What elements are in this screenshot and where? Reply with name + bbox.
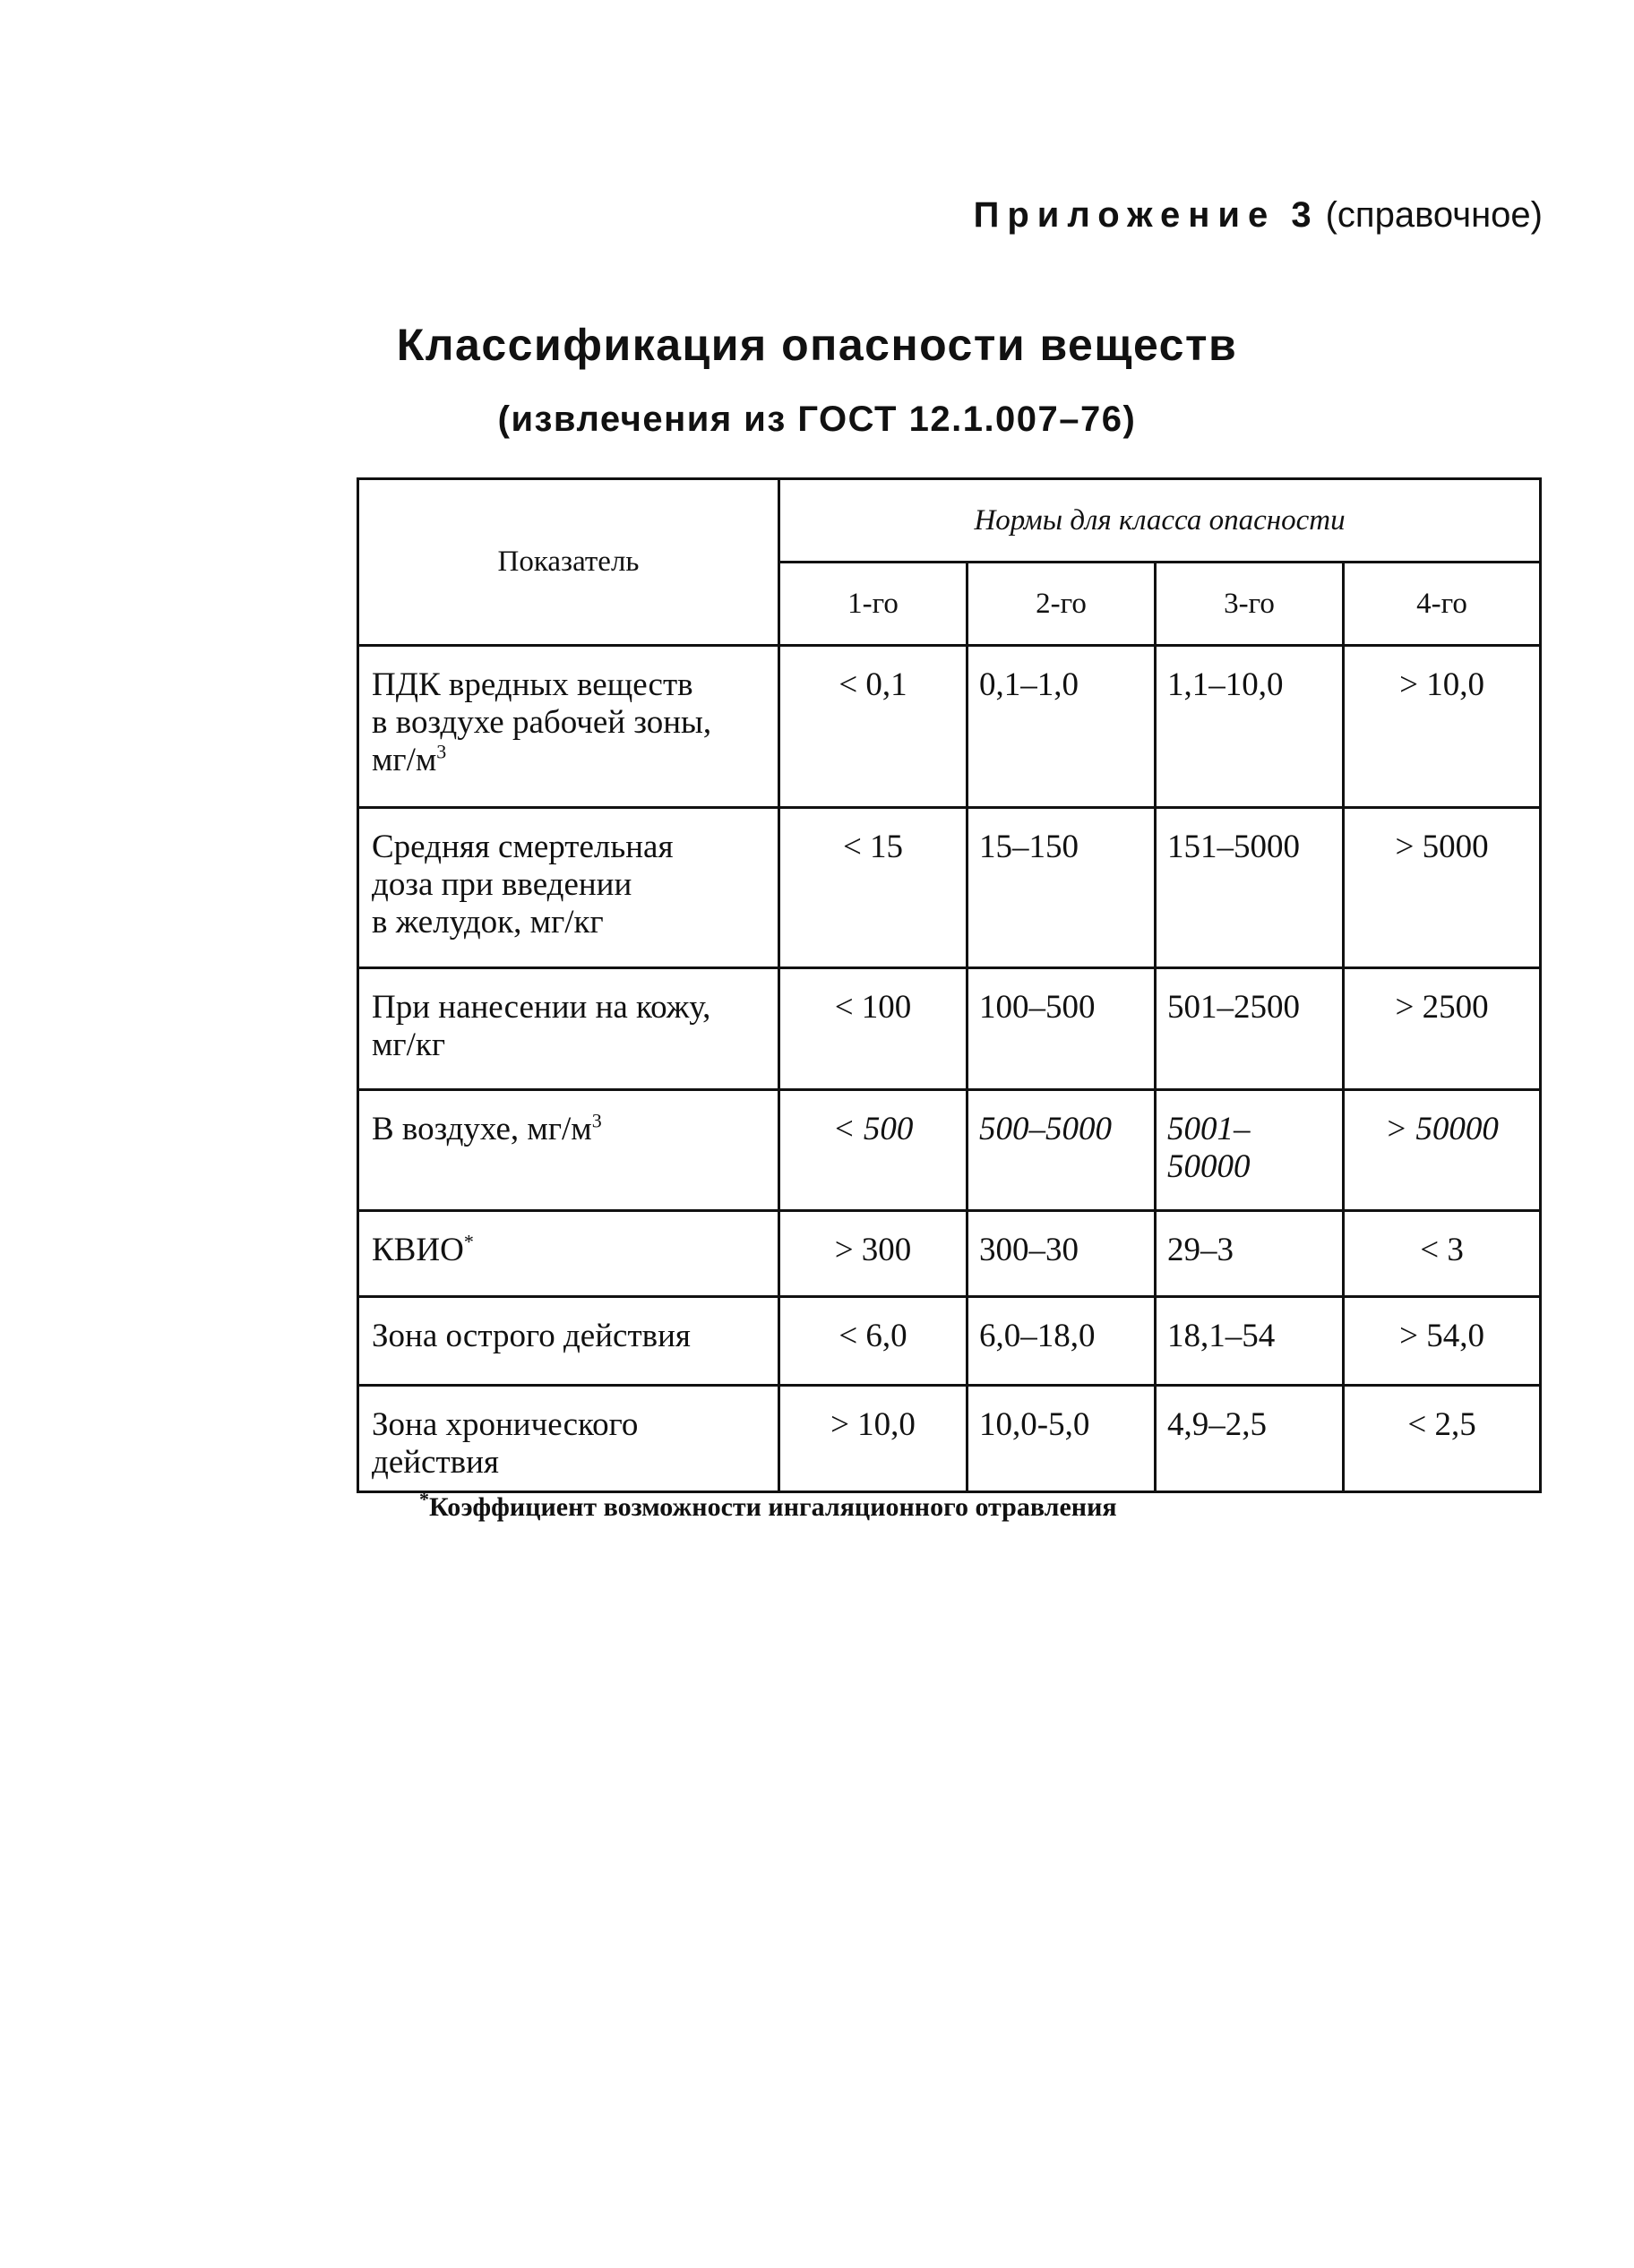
value-cell: 0,1–1,0 <box>968 646 1156 808</box>
indicator-cell: КВИО* <box>358 1211 779 1297</box>
indicator-cell: Зона острого действия <box>358 1297 779 1386</box>
hazard-class-table <box>357 477 1542 1493</box>
table-row <box>358 1297 1541 1386</box>
value-cell: > 300 <box>779 1211 968 1297</box>
annex-heading <box>974 195 1543 236</box>
value-cell: 100–500 <box>968 968 1156 1090</box>
value-cell: 10,0-5,0 <box>968 1386 1156 1492</box>
value-cell: 15–150 <box>968 808 1156 968</box>
footnote-text: Коэффициент возможности ингаляционного отравления <box>429 1492 1117 1522</box>
value-cell: < 15 <box>779 808 968 968</box>
indicator-cell: ПДК вредных веществ в воздухе рабочей зоны, $мг/м^3$ <box>358 646 779 808</box>
value-cell: 151–5000 <box>1156 808 1344 968</box>
value-cell: < 500 <box>779 1090 968 1211</box>
indicator-header: Показатель <box>358 479 779 646</box>
value-cell: 4,9–2,5 <box>1156 1386 1344 1492</box>
table-row <box>358 968 1541 1090</box>
norms-header: Нормы для класса опасности <box>779 479 1541 563</box>
table-row <box>358 646 1541 808</box>
value-cell: > 10,0 <box>1344 646 1541 808</box>
value-cell: 29–3 <box>1156 1211 1344 1297</box>
value-cell: < 0,1 <box>779 646 968 808</box>
annex-note: (справочное) <box>1325 195 1543 235</box>
footnote-mark: * <box>419 1488 429 1510</box>
indicator-cell: Зона хронического действия <box>358 1386 779 1492</box>
annex-number: 3 <box>1291 195 1312 235</box>
class-header: 2-го <box>968 563 1156 646</box>
value-cell: > 5000 <box>1344 808 1541 968</box>
indicator-cell: При нанесении на кожу, мг/кг <box>358 968 779 1090</box>
value-cell: < 3 <box>1344 1211 1541 1297</box>
page-title: Классификация опасности веществ <box>396 320 1238 370</box>
value-cell: 300–30 <box>968 1211 1156 1297</box>
value-cell: < 2,5 <box>1344 1386 1541 1492</box>
value-cell: 18,1–54 <box>1156 1297 1344 1386</box>
value-cell: 6,0–18,0 <box>968 1297 1156 1386</box>
annex-word: Приложение <box>973 195 1277 235</box>
value-cell: 501–2500 <box>1156 968 1344 1090</box>
value-cell: 500–5000 <box>968 1090 1156 1211</box>
value-cell: > 50000 <box>1344 1090 1541 1211</box>
value-cell: 5001– 50000 <box>1156 1090 1344 1211</box>
indicator-cell: Средняя смертельная доза при введении в желудок, мг/кг <box>358 808 779 968</box>
table-row <box>358 808 1541 968</box>
value-cell: > 54,0 <box>1344 1297 1541 1386</box>
class-header: 3-го <box>1156 563 1344 646</box>
table-row <box>358 1211 1541 1297</box>
table-row <box>358 1090 1541 1211</box>
table-row <box>358 1386 1541 1492</box>
value-cell: < 6,0 <box>779 1297 968 1386</box>
indicator-cell: В воздухе, $мг/м^3$ <box>358 1090 779 1211</box>
value-cell: > 2500 <box>1344 968 1541 1090</box>
page-subtitle: (извлечения из ГОСТ 12.1.007–76) <box>497 399 1137 439</box>
class-header: 4-го <box>1344 563 1541 646</box>
value-cell: 1,1–10,0 <box>1156 646 1344 808</box>
value-cell: < 100 <box>779 968 968 1090</box>
class-header: 1-го <box>779 563 968 646</box>
footnote <box>419 1488 1117 1523</box>
value-cell: > 10,0 <box>779 1386 968 1492</box>
